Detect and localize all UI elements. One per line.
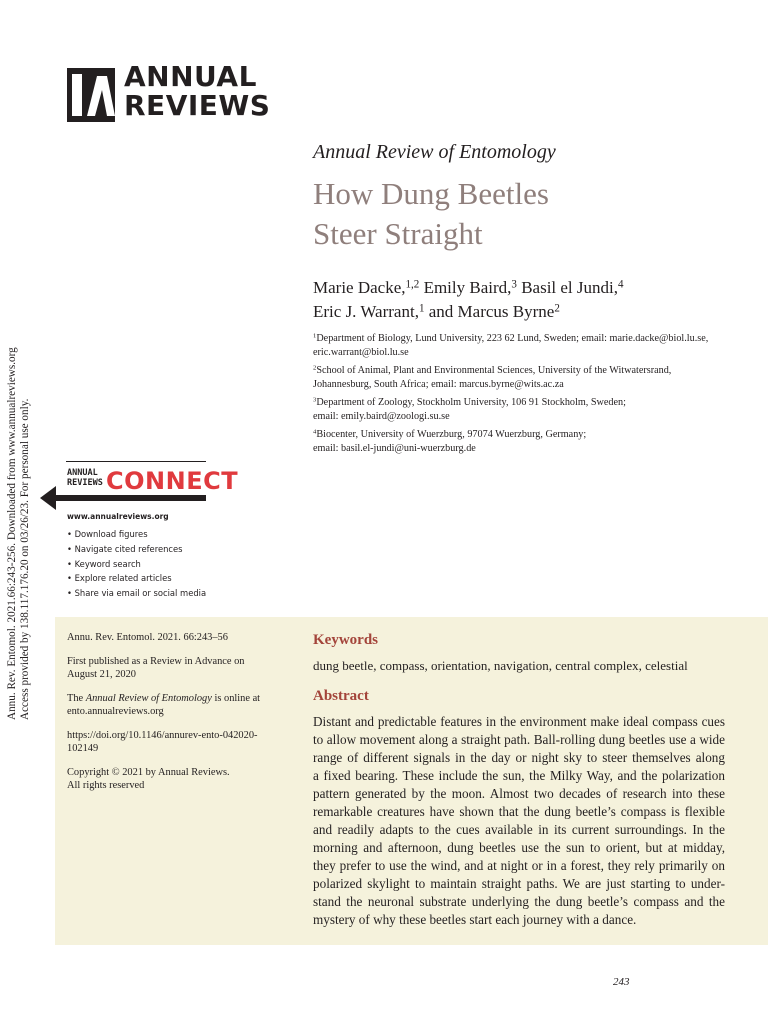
abstract-line: remarkable creatures have shown that the dung beetle’s compass is flexible [313,804,725,819]
author-list [313,276,624,324]
author-name: Marie Dacke, [313,278,406,297]
affiliation-number: 3 [313,396,317,404]
affiliation-number: 2 [313,364,317,372]
side-note-line2: Access provided by 138.117.176.20 on 03/26/23. For personal use only. [19,398,31,720]
journal-site-link[interactable]: ento.annualreviews.org [67,706,164,717]
download-side-note [6,347,32,720]
first-published-date: August 21, 2020 [67,669,136,680]
author-affil-ref: 1,2 [405,278,420,291]
affiliation-text: Biocenter, University of Wuerzburg, 97074 Wuerzburg, Germany; [316,429,587,440]
logo-line2: REVIEWS [124,89,271,122]
abstract-line: pattern generated by the moon. Almost two decades of research into these [313,786,725,801]
affiliation-number: 4 [313,428,317,436]
abstract-heading: Abstract [313,688,369,704]
author-name: and Marcus Byrne [424,302,555,321]
online-text: is online at [211,692,261,704]
keywords-heading: Keywords [313,632,378,648]
title-line2: Steer Straight [313,216,483,251]
keywords-list: dung beetle, compass, orientation, navigation, central complex, celestial [313,658,688,673]
online-journal: Annual Review of Entomology [85,692,212,704]
connect-title: CONNECT [106,467,239,495]
affiliation-text: Department of Zoology, Stockholm University, 106 91 Stockholm, Sweden; [316,397,626,408]
author-name: Emily Baird, [419,278,512,297]
abstract-line: they prefer to use the wind, and at night or in a forest, they rely primarily on [313,858,725,873]
connect-features [67,527,206,601]
author-name: Eric J. Warrant, [313,302,419,321]
list-item[interactable]: • Download figures [67,527,206,542]
author-affil-ref: 4 [618,278,624,291]
list-item[interactable]: • Share via email or social media [67,586,206,601]
authors-line1 [313,276,624,300]
affiliation-text: Department of Biology, Lund University, 223 62 Lund, Sweden; email: marie.dacke@biol.lu.se, [316,333,709,344]
affiliation-text: email: basil.el-jundi@uni-wuerzburg.de [313,442,476,454]
annual-reviews-logo-icon [67,68,115,122]
author-affil-ref: 3 [511,278,517,291]
affiliation-number: 1 [313,332,317,340]
abstract-line: polarized skylight to maintain straight paths. We are just starting to under- [313,876,725,891]
side-note-line1: Annu. Rev. Entomol. 2021.66:243-256. Downloaded from www.annualreviews.org [6,347,18,720]
affiliation-text: Johannesburg, South Africa; email: marcus.byrne@wits.ac.za [313,378,564,390]
connect-url[interactable]: www.annualreviews.org [67,512,169,521]
authors-line2 [313,300,624,324]
copyright: Copyright © 2021 by Annual Reviews. [67,766,230,778]
abstract-line: mystery of why these beetles start each journey with a dance. [313,912,637,927]
list-item[interactable]: • Navigate cited references [67,542,206,557]
affiliation [313,428,733,455]
abstract-text [313,713,725,929]
affiliations [313,332,733,460]
affiliation-text: email: emily.baird@zoologi.su.se [313,410,450,422]
abstract-line: and readily adapts to the cues available in its current surroundings. In the [313,822,725,837]
affiliation [313,332,733,359]
logo-wordmark [124,62,270,120]
abstract-line: stand the neuronal substrate underlying the dung beetle’s compass and the [313,894,725,909]
citation: Annu. Rev. Entomol. 2021. 66:243–56 [67,632,228,643]
affiliation-text: School of Animal, Plant and Environmental Sciences, University of the Witwatersrand, [316,365,672,376]
page-number: 243 [613,976,630,988]
abstract-line: a fixed bearing. These include the sun, the Milky Way, and the polarization [313,768,725,783]
connect-divider [66,461,206,462]
author-name: Basil el Jundi, [516,278,618,297]
doi-link[interactable] [67,729,292,756]
list-item[interactable]: • Explore related articles [67,571,206,586]
connect-brand-line1: ANNUAL [67,468,98,478]
author-affil-ref: 2 [554,302,560,315]
journal-name: Annual Review of Entomology [313,141,556,163]
affiliation [313,364,733,391]
online-text: The [67,692,86,704]
abstract-line: Distant and predictable features in the environment make ideal compass cues [313,714,725,729]
article-metadata [67,631,292,803]
article-title [313,174,549,254]
annual-reviews-connect[interactable] [40,461,239,609]
affiliation [313,396,733,423]
affiliation-text: eric.warrant@biol.lu.se [313,346,409,358]
abstract-line: morning and afternoon, dung beetles use the sun to orient, but at midday, [313,840,725,855]
rights: All rights reserved [67,780,145,791]
list-item[interactable]: • Keyword search [67,557,206,572]
title-line1: How Dung Beetles [313,176,549,211]
left-arrow-icon [40,485,206,511]
abstract-line: range of different signals in the day or night sky to steer themselves along [313,750,725,765]
abstract-line: to allow movement along a straight path. Ball-rolling dung beetles use a wide [313,732,725,747]
doi-text: 102149 [67,743,99,754]
author-affil-ref: 1 [418,302,425,315]
first-published: First published as a Review in Advance on [67,655,245,667]
logo-line1: ANNUAL [124,60,257,93]
doi-text: https://doi.org/10.1146/annurev-ento-042020- [67,729,258,741]
connect-brand-line2: REVIEWS [67,477,103,488]
